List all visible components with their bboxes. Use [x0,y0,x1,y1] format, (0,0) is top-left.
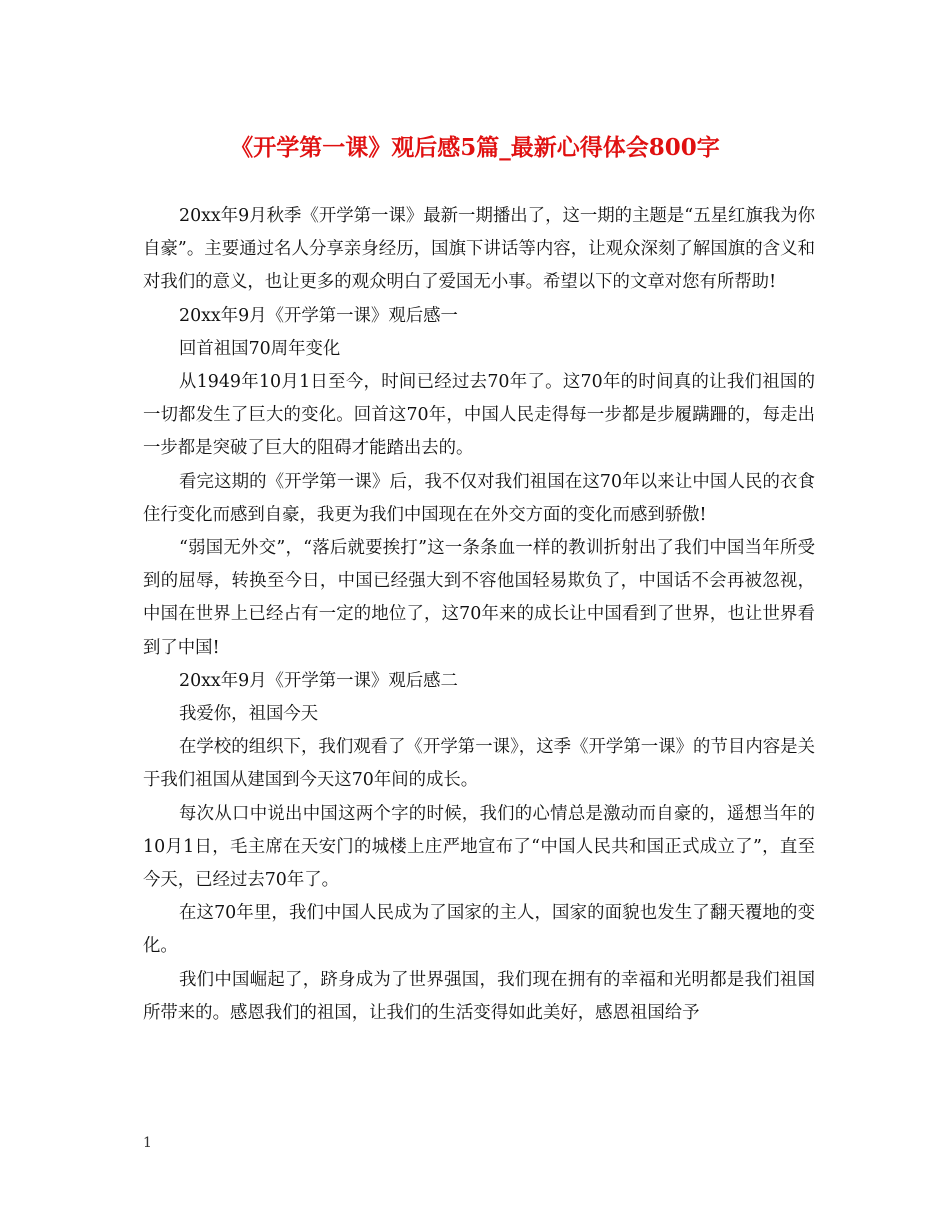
document-body [143,200,815,1030]
section-heading-2: 20xx年9月《开学第一课》观后感二 [179,670,458,691]
paragraph: 看完这期的《开学第一课》后，我不仅对我们祖国在这70年以来让中国人民的衣食住行变化而感到自豪，我更为我们中国现在在外交方面的变化而感到骄傲! [143,471,815,525]
paragraph: 我们中国崛起了，跻身成为了世界强国，我们现在拥有的幸福和光明都是我们祖国所带来的。感恩我们的祖国，让我们的生活变得如此美好，感恩祖国给予 [143,969,815,1023]
subheading-1: 回首祖国70周年变化 [179,338,341,359]
intro-paragraph: 20xx年9月秋季《开学第一课》最新一期播出了，这一期的主题是“五星红旗我为你自豪”。主要通过名人分享亲身经历，国旗下讲话等内容，让观众深刻了解国旗的含义和对我们的意义，也让更多的观众明白了爱国无小事。希望以下的文章对您有所帮助! [143,206,815,293]
page-number: 1 [143,1135,152,1151]
document-title: 《开学第一课》观后感5篇_最新心得体会800字 [230,134,720,161]
paragraph: 从1949年10月1日至今，时间已经过去70年了。这70年的时间真的让我们祖国的一切都发生了巨大的变化。回首这70年，中国人民走得每一步都是步履蹒跚的，每走出一步都是突破了巨大的阻碍才能踏出去的。 [143,372,815,459]
subheading-2: 我爱你，祖国今天 [179,704,319,725]
paragraph: “弱国无外交”，“落后就要挨打”这一条条血一样的教训折射出了我们中国当年所受到的屈辱，转换至今日，中国已经强大到不容他国轻易欺负了，中国话不会再被忽视，中国在世界上已经占有一定的地位了，这70年来的成长让中国看到了世界，也让世界看到了中国! [143,538,815,658]
paragraph: 在学校的组织下，我们观看了《开学第一课》，这季《开学第一课》的节目内容是关于我们祖国从建国到今天这70年间的成长。 [143,737,815,791]
section-heading-1: 20xx年9月《开学第一课》观后感一 [179,305,458,326]
paragraph: 每次从口中说出中国这两个字的时候，我们的心情总是激动而自豪的，遥想当年的10月1日，毛主席在天安门的城楼上庄严地宣布了“中国人民共和国正式成立了”，直至今天，已经过去70年了。 [143,803,815,891]
paragraph: 在这70年里，我们中国人民成为了国家的主人，国家的面貌也发生了翻天覆地的变化。 [143,903,815,957]
